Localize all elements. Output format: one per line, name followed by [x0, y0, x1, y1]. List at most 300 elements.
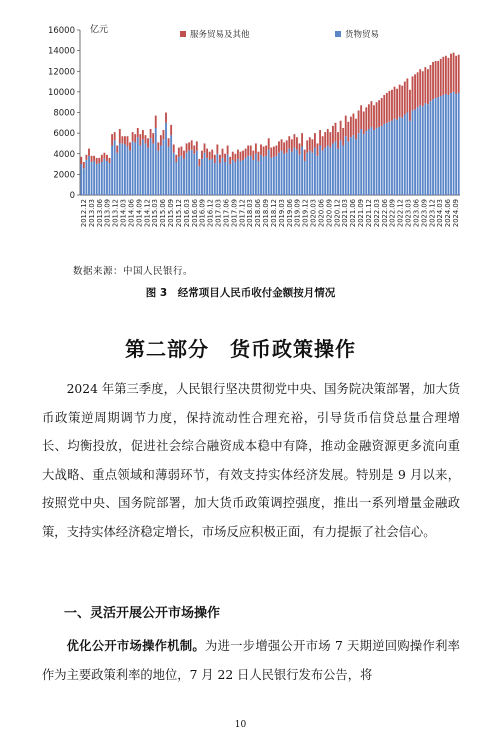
bar-services — [278, 141, 280, 152]
x-tick-label: 2021.06 — [349, 199, 358, 228]
bar-services — [175, 155, 177, 162]
bar-goods — [224, 162, 226, 195]
bar-services — [314, 133, 316, 147]
bar-services — [155, 116, 157, 128]
bar-services — [394, 87, 396, 119]
bar-goods — [178, 157, 180, 195]
bar-services — [455, 56, 457, 94]
bar-goods — [293, 148, 295, 195]
bar-goods — [91, 162, 93, 195]
bar-goods — [360, 129, 362, 195]
bar-goods — [193, 154, 195, 195]
bar-services — [250, 146, 252, 156]
bar-goods — [263, 157, 265, 195]
bar-services — [283, 142, 285, 153]
bar-goods — [342, 146, 344, 196]
x-tick-label: 2016.12 — [206, 199, 215, 228]
bar-services — [368, 104, 370, 129]
bar-services — [304, 150, 306, 161]
bar-goods — [101, 162, 103, 195]
bar-goods — [145, 143, 147, 195]
bar-services — [263, 147, 265, 157]
bar-goods — [335, 141, 337, 195]
bar-goods — [291, 152, 293, 195]
bar-services — [406, 78, 408, 112]
bar-services — [229, 157, 231, 164]
bar-services — [211, 150, 213, 159]
bar-goods — [247, 156, 249, 195]
bar-services — [224, 154, 226, 162]
bar-services — [124, 136, 126, 144]
x-tick-label: 2013.06 — [95, 199, 104, 228]
bar-goods — [211, 159, 213, 195]
y-tick-label: 0 — [69, 191, 75, 201]
bar-goods — [363, 134, 365, 195]
bar-goods — [96, 164, 98, 195]
y-unit-label: 亿元 — [90, 25, 109, 35]
bar-goods — [270, 158, 272, 195]
y-tick-label: 10000 — [47, 87, 75, 98]
bar-services — [391, 90, 393, 121]
y-tick-label: 6000 — [53, 129, 75, 140]
bar-services — [358, 110, 360, 133]
bar-services — [275, 146, 277, 156]
bar-goods — [250, 156, 252, 195]
bar-services — [109, 158, 111, 163]
bar-goods — [417, 107, 419, 195]
x-tick-label: 2014.03 — [119, 199, 128, 228]
bar-services — [409, 90, 411, 121]
bar-services — [350, 117, 352, 138]
bar-services — [340, 121, 342, 141]
bar-goods — [353, 135, 355, 195]
bar-services — [219, 155, 221, 163]
bar-services — [273, 147, 275, 157]
bar-services — [129, 142, 131, 150]
y-tick-label: 2000 — [53, 170, 75, 181]
bar-goods — [165, 123, 167, 195]
bar-goods — [329, 148, 331, 195]
bar-services — [322, 136, 324, 150]
bar-services — [383, 95, 385, 124]
bar-services — [404, 82, 406, 115]
x-tick-label: 2023.12 — [428, 199, 437, 228]
x-tick-label: 2014.12 — [143, 199, 152, 228]
bar-services — [85, 155, 87, 160]
bar-goods — [327, 146, 329, 196]
bar-goods — [88, 156, 90, 195]
bar-services — [147, 138, 149, 147]
bar-goods — [386, 123, 388, 195]
bar-goods — [322, 151, 324, 195]
bar-goods — [111, 146, 113, 196]
y-tick-label: 16000 — [47, 26, 75, 36]
bar-goods — [381, 126, 383, 195]
x-tick-label: 2014.09 — [135, 199, 144, 228]
bar-services — [427, 69, 429, 104]
bar-goods — [175, 162, 177, 195]
bar-goods — [237, 159, 239, 195]
bar-goods — [401, 118, 403, 195]
bar-services — [399, 85, 401, 117]
bar-services — [168, 138, 170, 146]
bar-goods — [80, 164, 82, 195]
bar-services — [152, 133, 154, 143]
bar-goods — [114, 140, 116, 195]
bar-services — [296, 137, 298, 149]
bar-goods — [106, 161, 108, 195]
bar-services — [170, 125, 172, 135]
bar-goods — [245, 158, 247, 195]
bar-services — [119, 129, 121, 143]
bar-services — [332, 126, 334, 144]
x-tick-label: 2016.03 — [182, 199, 191, 228]
x-tick-label: 2023.06 — [412, 199, 421, 228]
bar-services — [188, 142, 190, 150]
bar-services — [163, 130, 165, 139]
bar-services — [363, 111, 365, 134]
bar-services — [353, 114, 355, 136]
bar-services — [145, 135, 147, 143]
bar-services — [430, 65, 432, 101]
bar-services — [134, 134, 136, 142]
bar-services — [291, 139, 293, 151]
bar-services — [306, 140, 308, 152]
bar-services — [127, 136, 129, 146]
bar-goods — [355, 139, 357, 195]
bar-services — [178, 148, 180, 157]
bar-services — [227, 146, 229, 155]
section-heading: 一、灵活开展公开市场操作 — [64, 606, 221, 621]
bar-goods — [368, 129, 370, 195]
x-tick-label: 2013.03 — [87, 199, 96, 228]
bar-goods — [206, 158, 208, 195]
bar-services — [80, 157, 82, 164]
bar-goods — [168, 147, 170, 195]
bar-services — [335, 123, 337, 142]
bar-goods — [427, 104, 429, 195]
bar-goods — [121, 143, 123, 195]
x-tick-label: 2013.12 — [111, 199, 120, 228]
bar-services — [209, 152, 211, 160]
paragraph-2 — [42, 632, 460, 689]
x-tick-label: 2017.06 — [222, 199, 231, 228]
bar-services — [370, 101, 372, 127]
x-tick-label: 2015.06 — [159, 199, 168, 228]
source-note: 数据来源：中国人民银行。 — [73, 266, 194, 277]
bar-goods — [440, 96, 442, 195]
bar-goods — [180, 156, 182, 195]
x-tick-label: 2019.12 — [301, 199, 310, 228]
bar-goods — [137, 137, 139, 195]
bar-services — [255, 143, 257, 153]
x-tick-label: 2018.12 — [269, 198, 278, 228]
bar-goods — [412, 110, 414, 195]
bar-goods — [255, 154, 257, 195]
x-tick-label: 2022.09 — [388, 199, 397, 228]
paragraph-2-rest: 为进一步增强公开市场 7 天期逆回购操作利率作为主要政策利率的地位，7 月 22 日人民银行发布公告，将 — [42, 639, 460, 682]
bar-services — [237, 150, 239, 159]
y-tick-label: 4000 — [53, 149, 75, 160]
bar-services — [98, 158, 100, 163]
bar-goods — [391, 121, 393, 195]
bar-services — [216, 144, 218, 153]
bar-goods — [432, 99, 434, 195]
bar-goods — [214, 163, 216, 195]
bar-goods — [383, 124, 385, 195]
bar-goods — [311, 153, 313, 195]
x-tick-label: 2018.06 — [254, 199, 263, 228]
bar-services — [342, 128, 344, 146]
bar-services — [201, 151, 203, 159]
bar-services — [83, 162, 85, 168]
x-tick-label: 2023.03 — [404, 199, 413, 228]
bar-services — [445, 56, 447, 94]
bar-goods — [404, 115, 406, 195]
bar-goods — [448, 95, 450, 195]
bar-services — [121, 136, 123, 143]
bar-services — [360, 105, 362, 129]
bar-goods — [242, 160, 244, 195]
bar-goods — [450, 93, 452, 195]
bar-services — [260, 144, 262, 154]
bar-services — [301, 133, 303, 146]
bar-goods — [252, 160, 254, 195]
bar-goods — [232, 160, 234, 195]
bar-goods — [132, 141, 134, 195]
x-tick-label: 2017.12 — [238, 199, 247, 228]
page-number: 10 — [234, 720, 247, 730]
bar-services — [265, 146, 267, 156]
bar-services — [442, 57, 444, 95]
bar-services — [106, 155, 108, 161]
x-tick-label: 2019.09 — [293, 199, 302, 228]
bar-goods — [437, 97, 439, 195]
bar-services — [355, 119, 357, 140]
bar-services — [458, 55, 460, 93]
bar-services — [311, 139, 313, 152]
bar-goods — [139, 146, 141, 196]
x-tick-label: 2017.09 — [230, 199, 239, 228]
bar-goods — [198, 166, 200, 195]
bar-services — [412, 76, 414, 110]
bar-goods — [157, 151, 159, 195]
bar-goods — [458, 93, 460, 195]
bar-goods — [93, 161, 95, 195]
bar-services — [299, 143, 301, 154]
bar-services — [286, 140, 288, 152]
bar-services — [247, 146, 249, 156]
bar-goods — [83, 168, 85, 195]
bar-services — [319, 130, 321, 145]
bar-goods — [188, 151, 190, 195]
legend-swatch-services — [180, 31, 186, 37]
bar-goods — [365, 131, 367, 195]
x-tick-label: 2024.06 — [444, 199, 453, 228]
bar-services — [111, 134, 113, 145]
bar-services — [440, 59, 442, 96]
bar-goods — [155, 128, 157, 195]
x-tick-label: 2016.06 — [190, 199, 199, 228]
bar-services — [242, 151, 244, 160]
bar-services — [186, 143, 188, 152]
bar-goods — [306, 153, 308, 195]
bar-goods — [119, 143, 121, 195]
bar-services — [324, 132, 326, 147]
bar-goods — [127, 147, 129, 195]
figure-caption: 图 3 经常项目人民币收付金额按月情况 — [145, 287, 336, 299]
bar-services — [114, 132, 116, 140]
paragraph-2-lead: 优化公开市场操作机制。 — [66, 639, 205, 653]
bar-goods — [278, 153, 280, 195]
bar-goods — [163, 139, 165, 195]
bar-services — [142, 130, 144, 139]
bar-goods — [296, 150, 298, 195]
bar-services — [165, 113, 167, 123]
bar-services — [183, 151, 185, 159]
bar-services — [103, 153, 105, 159]
bar-services — [401, 86, 403, 118]
bar-services — [160, 135, 162, 145]
bar-services — [373, 105, 375, 130]
bar-services — [222, 149, 224, 158]
bar-goods — [170, 135, 172, 195]
bar-goods — [332, 143, 334, 195]
bar-services — [91, 156, 93, 162]
bar-goods — [453, 92, 455, 195]
y-tick-label: 14000 — [47, 46, 75, 57]
bar-services — [396, 89, 398, 120]
bar-services — [245, 149, 247, 158]
bar-services — [204, 143, 206, 152]
bar-services — [191, 140, 193, 149]
bar-goods — [350, 137, 352, 195]
bar-goods — [345, 136, 347, 195]
bar-goods — [98, 163, 100, 195]
legend-swatch-goods — [335, 31, 341, 37]
bar-services — [378, 100, 380, 127]
stacked-bar-chart — [40, 18, 470, 263]
bar-services — [317, 143, 319, 155]
bar-goods — [409, 121, 411, 195]
x-tick-label: 2016.09 — [198, 199, 207, 228]
bar-goods — [186, 153, 188, 195]
x-tick-label: 2022.12 — [396, 199, 405, 228]
bar-goods — [219, 163, 221, 195]
bar-services — [281, 139, 283, 150]
bar-goods — [317, 156, 319, 195]
bar-goods — [430, 101, 432, 195]
bar-services — [309, 137, 311, 150]
bar-goods — [406, 113, 408, 196]
bar-goods — [85, 160, 87, 195]
bar-goods — [222, 158, 224, 195]
x-tick-label: 2020.09 — [325, 199, 334, 228]
bar-goods — [152, 143, 154, 195]
bar-services — [116, 146, 118, 153]
bar-services — [422, 71, 424, 106]
bar-services — [419, 69, 421, 105]
bar-goods — [268, 150, 270, 195]
bar-goods — [370, 127, 372, 195]
bar-services — [448, 58, 450, 95]
x-tick-label: 2019.03 — [277, 199, 286, 228]
x-tick-label: 2013.09 — [103, 199, 112, 228]
x-tick-label: 2019.06 — [285, 199, 294, 228]
bar-goods — [258, 161, 260, 195]
bar-services — [93, 156, 95, 161]
bar-goods — [324, 148, 326, 195]
bar-goods — [422, 106, 424, 195]
bar-goods — [376, 128, 378, 195]
bar-services — [270, 148, 272, 158]
bar-services — [437, 61, 439, 97]
bar-services — [137, 128, 139, 137]
bar-services — [386, 93, 388, 123]
x-tick-label: 2020.06 — [317, 199, 326, 228]
bar-goods — [124, 144, 126, 195]
bar-services — [96, 158, 98, 164]
bar-goods — [414, 109, 416, 195]
bar-goods — [227, 155, 229, 195]
bar-goods — [347, 141, 349, 195]
bar-goods — [396, 120, 398, 195]
bar-goods — [399, 117, 401, 195]
bar-services — [347, 122, 349, 142]
bar-services — [450, 54, 452, 93]
bar-goods — [314, 148, 316, 195]
trade-chart — [40, 18, 470, 263]
bar-services — [345, 116, 347, 137]
legend-label-services: 服务贸易及其他 — [190, 30, 250, 40]
bar-services — [232, 152, 234, 160]
bar-services — [268, 138, 270, 149]
bar-services — [198, 159, 200, 166]
x-tick-label: 2022.06 — [380, 199, 389, 228]
bar-goods — [419, 105, 421, 195]
bar-services — [327, 129, 329, 146]
bar-services — [381, 98, 383, 126]
bar-services — [329, 132, 331, 147]
bar-goods — [103, 159, 105, 195]
bar-services — [214, 155, 216, 163]
bar-services — [234, 154, 236, 162]
bar-services — [424, 67, 426, 103]
bar-goods — [445, 94, 447, 195]
bar-services — [365, 107, 367, 131]
bar-goods — [150, 138, 152, 195]
bar-goods — [209, 160, 211, 195]
bar-goods — [340, 140, 342, 195]
x-tick-label: 2014.06 — [127, 199, 136, 228]
bar-services — [258, 152, 260, 161]
bar-services — [193, 146, 195, 154]
paragraph-1: 2024 年第三季度，人民银行坚决贯彻党中央、国务院决策部署，加大货币政策逆周期调节力度，保持流动性合理充裕，引导货币信贷总量合理增长、均衡投放，促进社会综合融资成本稳中有降，推动金融资源更多流向重大战略、重点领域和薄弱环节，有效支持实体经济发展。特别是 9 月以来，按照党中央、国务院部署，加大货币政策调控强度，推出一系列增量金融政策，支持实体经济稳定增长，市场反应积极正面，有力提振了社会信心。 — [42, 382, 460, 539]
x-tick-label: 2021.03 — [341, 199, 350, 228]
bar-goods — [309, 151, 311, 195]
bar-goods — [286, 153, 288, 195]
bar-goods — [304, 161, 306, 195]
bar-goods — [378, 127, 380, 195]
bar-goods — [435, 98, 437, 195]
bar-services — [206, 149, 208, 158]
bar-goods — [388, 122, 390, 195]
x-tick-label: 2017.03 — [214, 199, 223, 228]
bar-services — [388, 91, 390, 122]
bar-services — [293, 134, 295, 147]
bar-goods — [196, 151, 198, 195]
bar-services — [288, 136, 290, 148]
